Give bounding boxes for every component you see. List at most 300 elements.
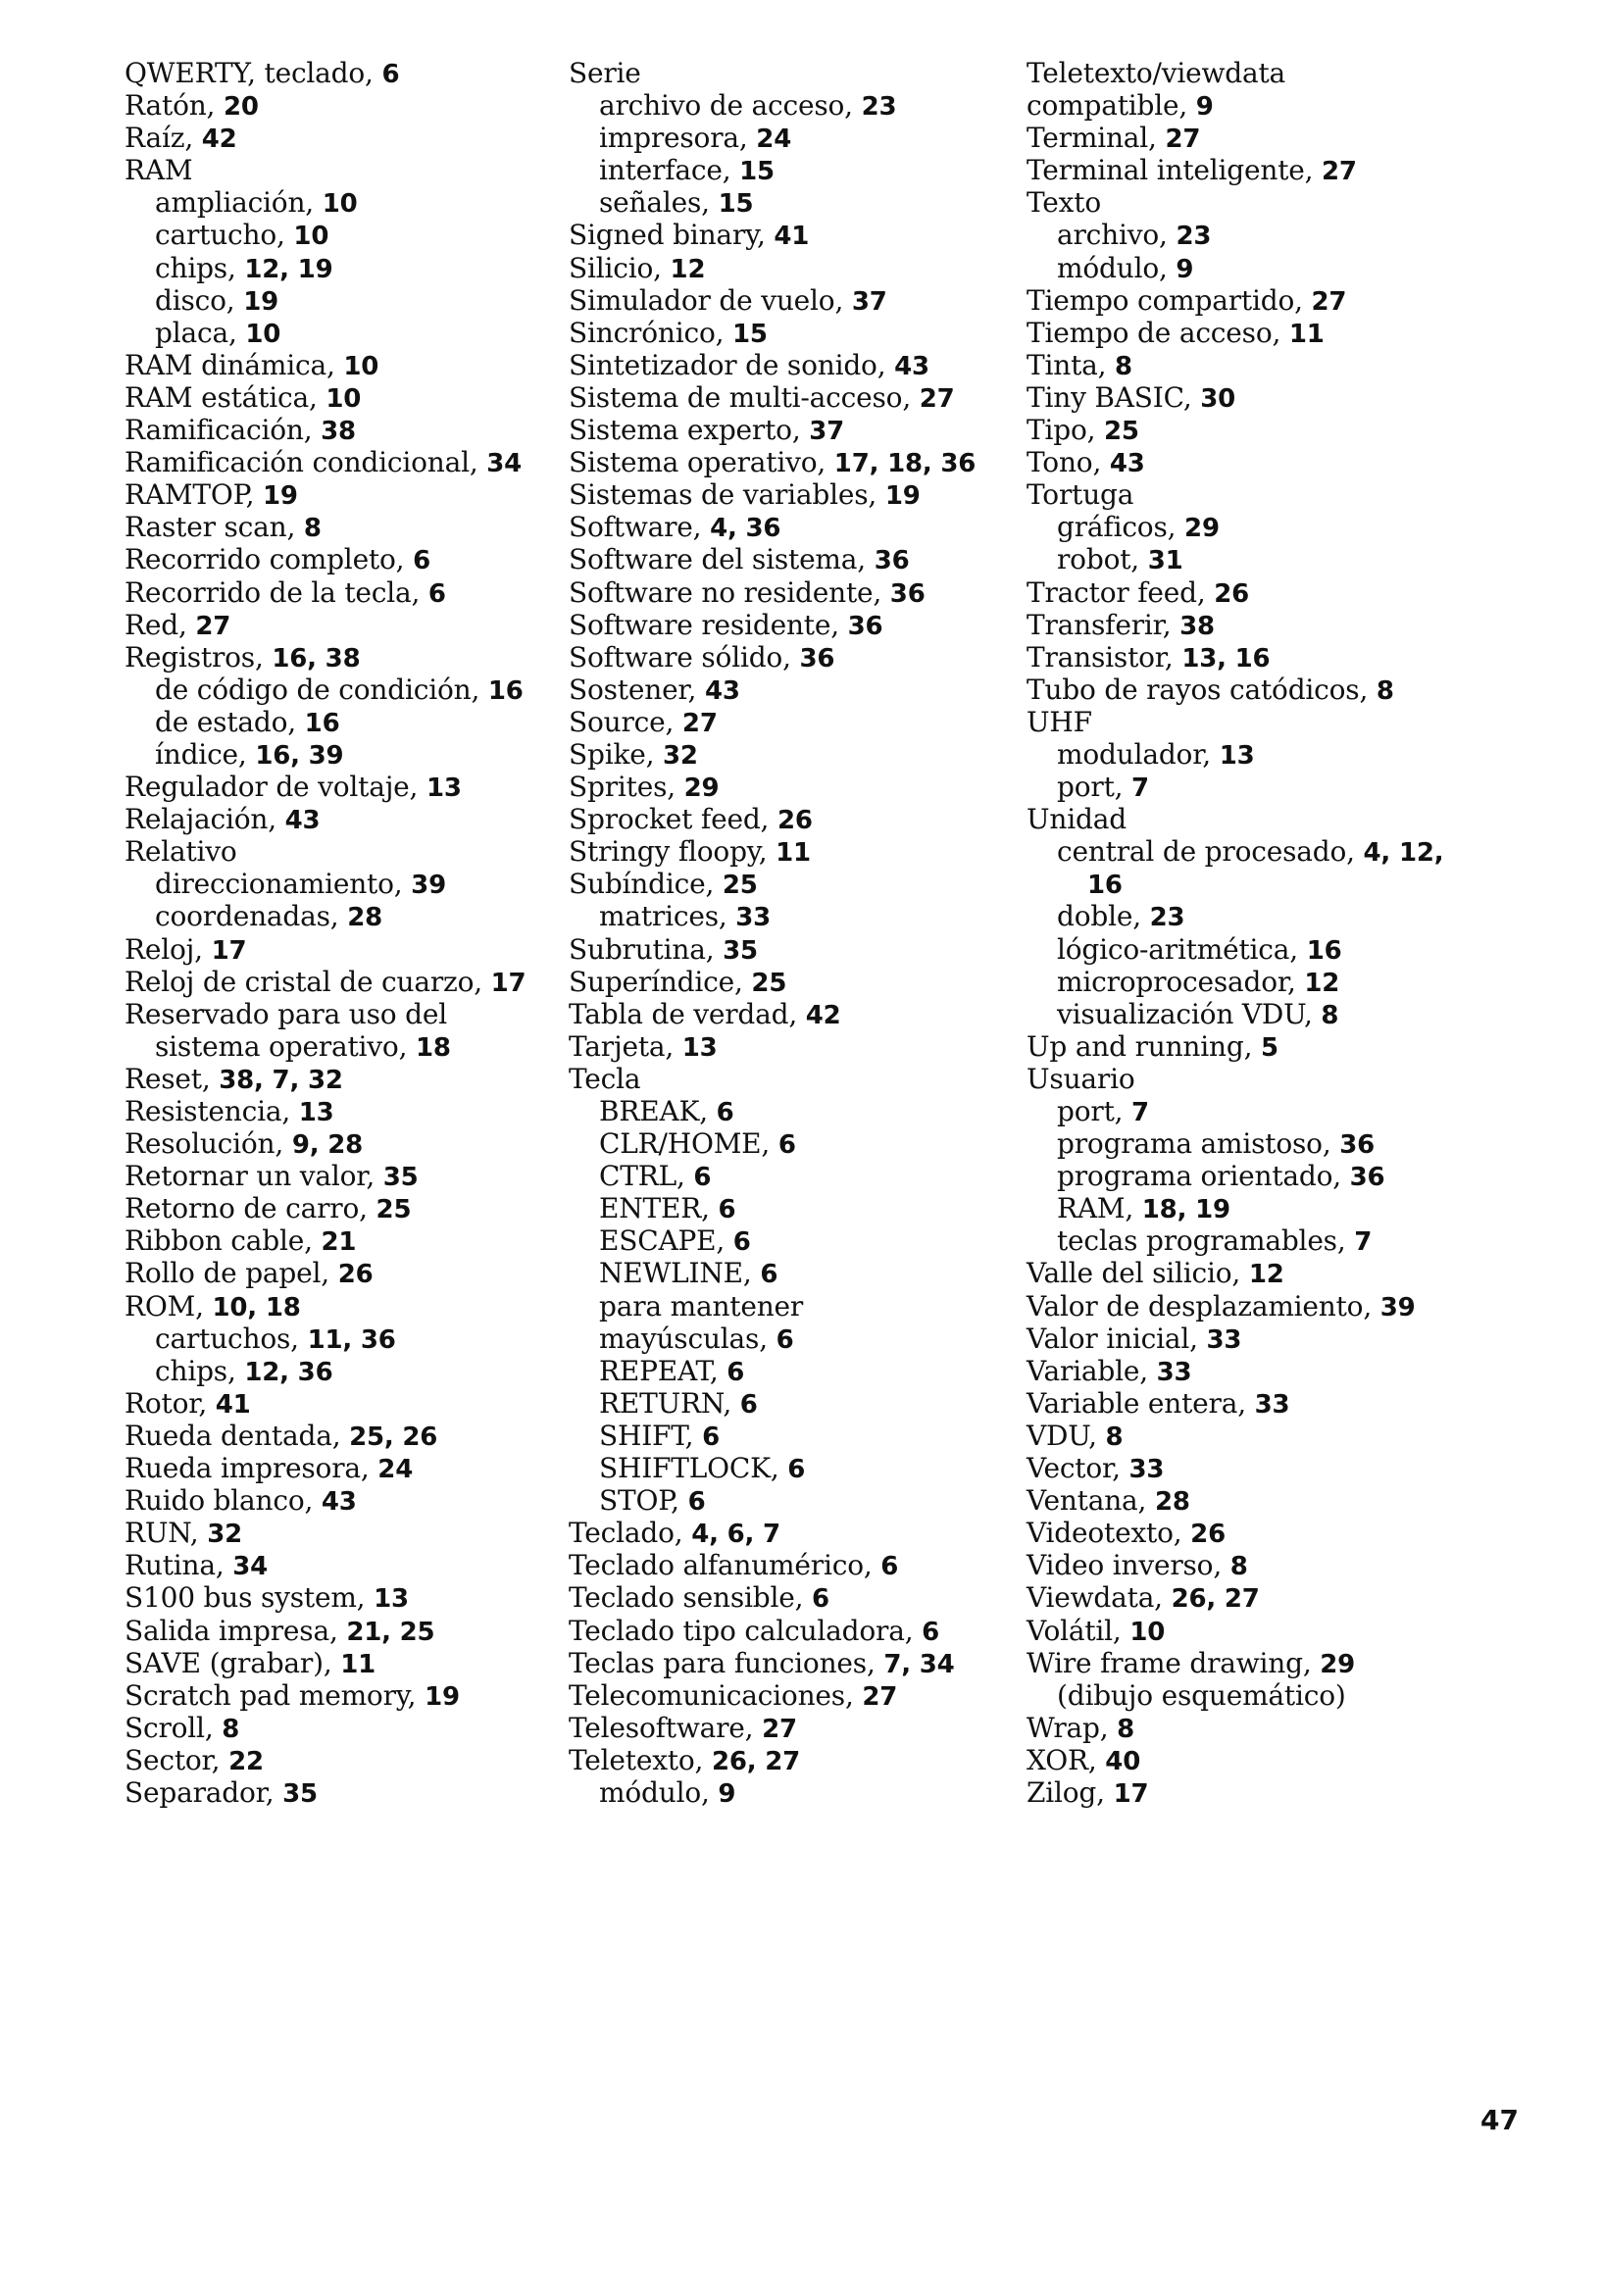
index-entry: [1027, 706, 1443, 738]
index-entry: [569, 154, 976, 186]
index-entry: [569, 641, 976, 674]
index-page-refs: 15: [739, 157, 775, 187]
index-page-refs: 36: [847, 611, 883, 641]
index-entry: [569, 1063, 976, 1095]
index-term: Valor de desplazamiento,: [1027, 1289, 1373, 1323]
index-entry: [1027, 1420, 1443, 1452]
index-page-refs: 27: [762, 1714, 797, 1744]
index-term: Registros,: [125, 640, 264, 674]
index-entry: [1027, 317, 1443, 349]
index-entry: [569, 1387, 976, 1420]
index-entry: [1027, 738, 1443, 771]
index-term: Teletexto,: [569, 1743, 704, 1776]
index-entry: [125, 543, 526, 575]
index-page-refs: 7: [1131, 774, 1149, 804]
index-page-refs: 5: [1260, 1032, 1278, 1063]
index-entry: [569, 1160, 976, 1192]
index-term: Sector,: [125, 1743, 221, 1776]
index-entry: [125, 284, 526, 317]
index-term: teclas programables,: [1057, 1224, 1346, 1258]
index-page-refs: 11: [340, 1649, 376, 1679]
index-term: Reloj,: [125, 932, 203, 966]
index-page-refs: 43: [894, 351, 929, 381]
index-entry: [569, 1517, 976, 1549]
index-term: Teletexto/viewdata: [1027, 57, 1286, 89]
index-entry: [125, 1420, 526, 1452]
index-page-refs: 38, 7, 32: [219, 1065, 343, 1095]
index-page-refs: 6: [732, 1227, 751, 1258]
index-term: Ventana,: [1027, 1484, 1147, 1518]
index-page-refs: 6: [777, 1130, 796, 1161]
index-page-refs: 23: [861, 92, 897, 123]
index-term: REPEAT,: [599, 1354, 719, 1387]
index-entry: [569, 57, 976, 89]
index-entry: [1027, 478, 1443, 511]
index-page-refs: 26: [776, 806, 813, 836]
index-page-refs: 37: [851, 286, 887, 317]
index-page-refs: 16: [487, 675, 524, 706]
index-page-refs: 6: [413, 546, 430, 576]
index-term: impresora,: [599, 122, 748, 155]
index-page-refs: 25: [1104, 417, 1139, 447]
index-term: Unidad: [1027, 803, 1127, 836]
index-entry: [1027, 576, 1443, 609]
index-term: Transistor,: [1027, 640, 1174, 674]
index-page-refs: 21, 25: [346, 1617, 435, 1647]
index-page-refs: 8: [1376, 675, 1394, 706]
index-entry: [125, 511, 526, 543]
index-page-refs: 25, 26: [349, 1422, 438, 1452]
index-term: port,: [1057, 1095, 1124, 1127]
index-term: Telesoftware,: [569, 1711, 754, 1744]
index-page-refs: 24: [377, 1455, 414, 1485]
index-entry: [569, 706, 976, 738]
index-term: de estado,: [155, 705, 296, 738]
index-entry: [1027, 1647, 1443, 1679]
index-term: chips,: [155, 1354, 236, 1387]
index-entry: [569, 543, 976, 575]
index-page-refs: 33: [735, 903, 772, 933]
index-term: Video inverso,: [1027, 1549, 1223, 1582]
index-entry: [1027, 998, 1443, 1030]
index-page-refs: 27: [862, 1681, 898, 1712]
index-page-refs: 8: [222, 1714, 240, 1744]
index-entry: [569, 998, 976, 1030]
index-term: Wire frame drawing,: [1027, 1646, 1312, 1679]
index-entry: [125, 674, 526, 706]
index-page-refs: 30: [1200, 383, 1236, 414]
index-page-refs: 18, 19: [1141, 1195, 1230, 1225]
index-term: Raster scan,: [125, 511, 296, 544]
index-page-refs: 27: [1311, 286, 1347, 317]
index-entry: [125, 1387, 526, 1420]
index-page-refs: 19: [262, 481, 298, 512]
index-term: Retorno de carro,: [125, 1192, 368, 1225]
index-entry: [125, 154, 526, 186]
index-page-refs: 16: [1087, 871, 1123, 901]
index-page-refs: 16: [1306, 935, 1342, 966]
index-entry: [125, 478, 526, 511]
index-page-refs: 34: [486, 449, 523, 479]
index-term: Sistema operativo,: [569, 446, 827, 479]
index-entry: [1027, 803, 1443, 835]
index-term: RAM estática,: [125, 380, 318, 414]
index-term: interface,: [599, 154, 731, 187]
index-term: placa,: [155, 316, 237, 349]
index-entry: [125, 1452, 526, 1484]
index-term: Teclas para funciones,: [569, 1646, 876, 1679]
index-entry: [569, 1452, 976, 1484]
index-term: ampliación,: [155, 186, 314, 220]
index-entry: [125, 1095, 526, 1127]
index-page-refs: 36: [799, 643, 835, 674]
index-entry: [1027, 1581, 1443, 1614]
index-entry: [125, 835, 526, 868]
index-term: Reloj de cristal de cuarzo,: [125, 965, 482, 998]
index-term: Tiempo de acceso,: [1027, 316, 1281, 349]
index-term: Sistema experto,: [569, 414, 801, 447]
index-entry: [569, 1323, 976, 1355]
index-entry: [1027, 511, 1443, 543]
index-entry: [1027, 1160, 1443, 1192]
index-term: Sintetizador de sonido,: [569, 348, 886, 381]
index-page-refs: 10: [326, 383, 362, 414]
index-entry: [125, 1063, 526, 1095]
index-entry: [569, 803, 976, 835]
index-term: Tecla: [569, 1062, 641, 1095]
index-term: Red,: [125, 608, 187, 641]
index-term: cartucho,: [155, 219, 285, 252]
index-term: Reset,: [125, 1062, 211, 1095]
index-entry: [125, 414, 526, 446]
index-entry: [569, 900, 976, 932]
index-term: lógico-aritmética,: [1057, 932, 1298, 966]
index-term: Retornar un valor,: [125, 1160, 376, 1193]
index-term: Variable entera,: [1027, 1386, 1246, 1420]
index-page-refs: 33: [1156, 1357, 1192, 1387]
index-term: ENTER,: [599, 1192, 710, 1225]
index-term: Tarjeta,: [569, 1029, 675, 1063]
index-term: Tubo de rayos catódicos,: [1027, 673, 1369, 706]
index-entry: [1027, 349, 1443, 381]
index-entry: [125, 1647, 526, 1679]
index-term: Telecomunicaciones,: [569, 1678, 854, 1712]
index-entry: [125, 1127, 526, 1160]
index-term: para mantener: [599, 1289, 804, 1323]
index-entry: [569, 317, 976, 349]
index-term: Regulador de voltaje,: [125, 771, 419, 804]
index-page-refs: 25: [751, 968, 787, 998]
index-term: Subrutina,: [569, 932, 715, 966]
index-page-refs: 38: [321, 417, 356, 447]
index-entry: [1027, 219, 1443, 251]
index-page-refs: 19: [425, 1681, 460, 1712]
index-term: CTRL,: [599, 1160, 685, 1193]
index-page-refs: 12: [1304, 968, 1340, 998]
index-entry: [569, 738, 976, 771]
index-page-refs: 19: [884, 481, 921, 512]
index-entry: [125, 868, 526, 900]
index-term: cartuchos,: [155, 1322, 299, 1355]
index-entry: [569, 252, 976, 284]
index-term: Terminal,: [1027, 122, 1157, 155]
index-entry: [1027, 1549, 1443, 1581]
index-term: Sistema de multi-acceso,: [569, 380, 912, 414]
index-entry: [125, 1257, 526, 1289]
index-page-refs: 25: [722, 871, 758, 901]
index-term: programa amistoso,: [1057, 1127, 1331, 1161]
index-term: Rotor,: [125, 1386, 208, 1420]
index-term: RUN,: [125, 1517, 199, 1550]
index-entry: [1027, 674, 1443, 706]
index-term: Recorrido completo,: [125, 543, 405, 576]
index-entry: [569, 1257, 976, 1289]
index-entry: [125, 89, 526, 122]
index-entry: [569, 1192, 976, 1224]
index-entry: [569, 186, 976, 219]
index-term: RAMTOP,: [125, 478, 255, 512]
index-page-refs: 6: [776, 1324, 794, 1355]
index-term: Sincrónico,: [569, 316, 725, 349]
index-entry: [569, 1224, 976, 1257]
index-entry: [1027, 966, 1443, 998]
index-entry: [1027, 1679, 1443, 1712]
index-page-refs: 33: [1254, 1389, 1290, 1420]
index-page-refs: 7, 34: [883, 1649, 955, 1679]
index-page-refs: 6: [880, 1552, 899, 1582]
index-entry: [569, 284, 976, 317]
index-page-refs: 29: [1320, 1649, 1356, 1679]
index-page-refs: 38: [1179, 611, 1215, 641]
index-page-refs: 10: [1129, 1617, 1166, 1647]
index-term: Usuario: [1027, 1062, 1135, 1095]
index-entry: [125, 1355, 526, 1387]
index-term: chips,: [155, 251, 236, 284]
index-page-refs: 6: [726, 1357, 745, 1387]
index-page-refs: 6: [718, 1195, 736, 1225]
index-term: RAM dinámica,: [125, 348, 335, 381]
index-term: Rutina,: [125, 1549, 225, 1582]
index-page-refs: 12: [1248, 1260, 1284, 1290]
index-page-refs: 15: [718, 189, 754, 220]
index-entry: [569, 349, 976, 381]
index-entry: [569, 414, 976, 446]
index-page-refs: 36: [1349, 1163, 1385, 1193]
index-page-refs: 31: [1147, 546, 1183, 576]
index-entry: [125, 122, 526, 154]
index-term: VDU,: [1027, 1419, 1097, 1452]
index-entry: [125, 1679, 526, 1712]
index-term: Separador,: [125, 1775, 275, 1809]
index-term: disco,: [155, 283, 235, 317]
index-entry: [1027, 381, 1443, 414]
index-term: Sistemas de variables,: [569, 478, 877, 512]
index-page-refs: 4, 36: [710, 514, 781, 544]
index-page-refs: 13: [681, 1032, 718, 1063]
index-term: Software del sistema,: [569, 543, 866, 576]
index-entry: [125, 1323, 526, 1355]
index-term: Software sólido,: [569, 640, 791, 674]
index-entry: [1027, 1192, 1443, 1224]
index-page-refs: 8: [1115, 351, 1132, 381]
index-page-refs: 27: [1322, 157, 1357, 187]
index-entry: [569, 1420, 976, 1452]
index-entry: [1027, 835, 1443, 868]
index-entry: [1027, 89, 1443, 122]
index-entry: [1027, 1484, 1443, 1517]
index-term: QWERTY, teclado,: [125, 57, 374, 89]
index-page-refs: 24: [756, 125, 792, 155]
index-entry: [125, 1615, 526, 1647]
index-entry: [1027, 1744, 1443, 1776]
index-entry: [569, 609, 976, 641]
index-entry: [1027, 543, 1443, 575]
index-term: SAVE (grabar),: [125, 1646, 332, 1679]
index-term: Zilog,: [1027, 1775, 1105, 1809]
index-page-refs: 10: [322, 189, 358, 220]
index-term: Sprocket feed,: [569, 803, 770, 836]
index-term: Software,: [569, 511, 702, 544]
index-page-refs: 32: [663, 740, 698, 771]
index-page-refs: 35: [282, 1778, 318, 1809]
index-term: Ratón,: [125, 89, 216, 123]
index-term: Subíndice,: [569, 868, 715, 901]
index-entry: [1027, 446, 1443, 478]
index-term: Silicio,: [569, 251, 662, 284]
index-entry: [569, 966, 976, 998]
index-page-refs: 26: [337, 1260, 374, 1290]
index-entry: [569, 478, 976, 511]
index-page-refs: 40: [1105, 1746, 1141, 1776]
index-page-refs: 6: [812, 1584, 829, 1615]
index-entry: [1027, 1712, 1443, 1744]
index-entry: [125, 186, 526, 219]
index-page-refs: 16, 38: [272, 643, 361, 674]
index-entry: [569, 1679, 976, 1712]
index-page-refs: 26: [1214, 578, 1250, 609]
index-term: sistema operativo,: [155, 1029, 408, 1063]
index-entry: [1027, 1387, 1443, 1420]
index-entry: [125, 641, 526, 674]
index-entry: [125, 1484, 526, 1517]
index-page-refs: 36: [1339, 1130, 1376, 1161]
index-term: Rollo de papel,: [125, 1257, 329, 1290]
index-entry: [125, 933, 526, 966]
index-entry: [569, 1127, 976, 1160]
index-term: ROM,: [125, 1289, 204, 1323]
index-page-refs: 13: [1219, 740, 1255, 771]
index-entry: [569, 1030, 976, 1063]
index-term: Ruido blanco,: [125, 1484, 314, 1518]
index-entry: [1027, 900, 1443, 932]
index-page-refs: 23: [1176, 222, 1212, 252]
index-term: Software residente,: [569, 608, 839, 641]
index-term: modulador,: [1057, 737, 1212, 771]
index-page-refs: 17: [211, 935, 247, 966]
index-entry: [1027, 1323, 1443, 1355]
index-term: Tinta,: [1027, 348, 1107, 381]
index-term: Sostener,: [569, 673, 697, 706]
index-entry: [569, 1581, 976, 1614]
index-term: matrices,: [599, 900, 727, 933]
index-page-refs: 6: [687, 1487, 706, 1518]
index-term: Transferir,: [1027, 608, 1172, 641]
index-entry: [125, 998, 526, 1030]
index-term: Tabla de verdad,: [569, 997, 798, 1030]
index-term: Teclado sensible,: [569, 1581, 804, 1615]
index-column-3: [1027, 57, 1443, 1809]
index-entry: [1027, 868, 1443, 900]
index-term: Tipo,: [1027, 414, 1096, 447]
index-page-refs: 6: [787, 1455, 806, 1485]
index-entry: [125, 966, 526, 998]
index-page-refs: 7: [1131, 1098, 1149, 1127]
index-term: SHIFT,: [599, 1419, 694, 1452]
index-entry: [1027, 1030, 1443, 1063]
index-page-refs: 33: [1206, 1324, 1242, 1355]
index-entry: [125, 252, 526, 284]
index-term: Resolución,: [125, 1127, 284, 1161]
index-entry: [125, 349, 526, 381]
index-page-refs: 8: [303, 514, 322, 544]
index-term: UHF: [1027, 705, 1092, 738]
index-page-refs: 12, 19: [244, 254, 333, 284]
index-term: de código de condición,: [155, 673, 480, 706]
index-page-refs: 15: [732, 319, 768, 349]
index-page-refs: 43: [704, 675, 740, 706]
index-term: Ramificación condicional,: [125, 446, 478, 479]
index-entry: [1027, 1063, 1443, 1095]
index-term: ESCAPE,: [599, 1224, 726, 1258]
index-term: señales,: [599, 186, 710, 220]
index-term: Teclado,: [569, 1517, 683, 1550]
index-entry: [1027, 1776, 1443, 1809]
index-page-refs: 42: [201, 125, 237, 155]
index-term: visualización VDU,: [1057, 997, 1313, 1030]
index-page-refs: 43: [284, 806, 321, 836]
index-entry: [125, 1517, 526, 1549]
index-entry: [1027, 122, 1443, 154]
index-entry: [125, 1030, 526, 1063]
index-term: Salida impresa,: [125, 1614, 338, 1647]
index-entry: [1027, 1517, 1443, 1549]
index-entry: [569, 1484, 976, 1517]
index-entry: [569, 1647, 976, 1679]
index-term: Tractor feed,: [1027, 575, 1206, 609]
index-page-refs: 10: [293, 222, 329, 252]
index-page-refs: 39: [1379, 1292, 1416, 1323]
index-page-refs: 7: [1354, 1227, 1373, 1258]
index-entry: [1027, 186, 1443, 219]
index-term: Relativo: [125, 835, 237, 869]
index-term: XOR,: [1027, 1743, 1097, 1776]
index-term: Valor inicial,: [1027, 1322, 1198, 1355]
index-term: direccionamiento,: [155, 868, 403, 901]
index-entry: [125, 1192, 526, 1224]
index-entry: [1027, 57, 1443, 89]
index-page-refs: 26: [1190, 1520, 1226, 1550]
index-page-refs: 35: [723, 935, 758, 966]
index-entry: [1027, 1615, 1443, 1647]
index-page-refs: 17: [1113, 1778, 1149, 1809]
index-page-refs: 21: [321, 1227, 357, 1258]
index-term: mayúsculas,: [599, 1322, 768, 1355]
index-page-refs: 33: [1128, 1455, 1165, 1485]
index-entry: [569, 89, 976, 122]
index-page-refs: 20: [223, 92, 259, 123]
index-term: Raíz,: [125, 122, 194, 155]
index-page-refs: 32: [207, 1520, 242, 1550]
